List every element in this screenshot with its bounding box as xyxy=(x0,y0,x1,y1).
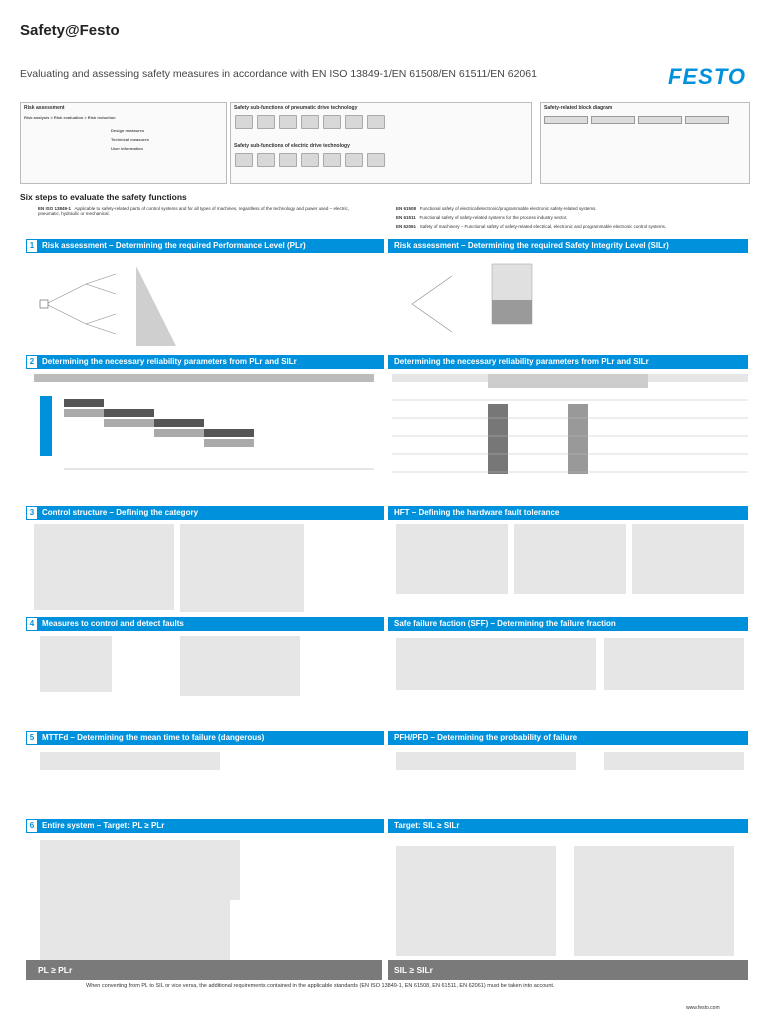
section-4-left-bar xyxy=(26,617,384,631)
en62061-label: EN 62061 xyxy=(396,224,417,229)
diagnostic-coverage-box xyxy=(180,636,300,696)
en62061-intro xyxy=(396,224,746,229)
electric-icons xyxy=(231,151,531,169)
brand-title: Safety@Festo xyxy=(20,22,120,39)
high-demand-sff-box xyxy=(396,638,596,690)
block-diagram-title: Safety-related block diagram xyxy=(544,105,613,111)
section-5-right-bar xyxy=(388,731,748,745)
section-4-num: 4 xyxy=(26,617,38,631)
section-1-right-title: Risk assessment – Determining the required Safety Integrity Level (SILr) xyxy=(394,241,669,250)
pneumatic-icons xyxy=(231,113,531,131)
ccf-measures-table xyxy=(40,636,112,692)
en62061-text: Safety of machinery – Functional safety of safety-related electrical, electronic and programmable electronic control systems. xyxy=(419,224,667,229)
risk-assessment-box xyxy=(20,102,227,184)
sss-icon xyxy=(323,115,341,129)
section-2-num: 2 xyxy=(26,355,38,369)
sto-icon xyxy=(235,115,253,129)
section-5-right-title: PFH/PFD – Determining the probability of failure xyxy=(394,733,578,742)
sil-system-high xyxy=(396,846,556,956)
sbc-icon xyxy=(279,115,297,129)
pneumatic-title: Safety sub-functions of pneumatic drive technology xyxy=(234,105,358,111)
section-6-left-bar xyxy=(26,819,384,833)
risk-flow: Risk analysis > Risk evaluation > Risk reduction xyxy=(24,115,116,120)
section-4-right-title: Safe failure faction (SFF) – Determining the failure fraction xyxy=(394,619,616,628)
en61511-text: Functional safety of safety-related systems for the process industry sector. xyxy=(419,215,568,220)
section-3-right-title: HFT – Defining the hardware fault tolerance xyxy=(394,508,560,517)
category-diagram-right xyxy=(180,524,304,612)
sil-risk-graph xyxy=(392,256,747,352)
section-5-num: 5 xyxy=(26,731,38,745)
sls-icon xyxy=(345,153,363,167)
sil-system-low xyxy=(574,846,734,956)
sdi-icon xyxy=(301,153,319,167)
section-2-left-bar xyxy=(26,355,384,369)
section-2-left-title: Determining the necessary reliability parameters from PLr and SILr xyxy=(42,357,297,366)
festo-logo: FESTO xyxy=(668,64,746,89)
sil-target-bar xyxy=(388,960,748,980)
iso-text: Applicable to safety-related parts of control systems and for all types of machines, regardless of the technology and power used – electric, pneumatic, hydraulic or mechanical. xyxy=(38,206,349,216)
electric-title: Safety sub-functions of electric drive technology xyxy=(234,143,350,149)
sls-icon xyxy=(345,115,363,129)
six-steps-title: Six steps to evaluate the safety functions xyxy=(20,192,187,202)
pl-risk-graph xyxy=(26,256,386,352)
en61511-label: EN 61511 xyxy=(396,215,416,220)
slt-icon xyxy=(367,153,385,167)
en61511-intro xyxy=(396,215,746,220)
section-6-num: 6 xyxy=(26,819,38,833)
block-diagram-box xyxy=(540,102,750,184)
pfh-chain-high xyxy=(396,752,576,770)
section-5-left-bar xyxy=(26,731,384,745)
pl-reliability-matrix xyxy=(34,374,374,498)
measure-user-info: User information xyxy=(111,146,144,151)
section-4-left-title: Measures to control and detect faults xyxy=(42,619,184,628)
pl-target-bar xyxy=(26,960,382,980)
section-3-left-title: Control structure – Defining the category xyxy=(42,508,199,517)
sil-reliability-table xyxy=(392,374,748,498)
hft-panel-2 xyxy=(632,524,744,594)
risk-box-title: Risk assessment xyxy=(24,105,65,111)
slt-icon xyxy=(367,115,385,129)
section-5-left-title: MTTFd – Determining the mean time to failure (dangerous) xyxy=(42,733,265,742)
low-demand-sff-box xyxy=(604,638,744,690)
block-diagram-row xyxy=(541,113,749,127)
en61508-text: Functional safety of electrical/electronic/programmable electronic safety-related systems. xyxy=(419,206,597,211)
en61508-label: EN 61508 xyxy=(396,206,417,211)
section-4-right-bar xyxy=(388,617,748,631)
sil-target-text: SIL ≥ SILr xyxy=(394,965,433,975)
pl-target-text: PL ≥ PLr xyxy=(38,965,73,975)
sss-icon xyxy=(323,153,341,167)
ss2-icon xyxy=(279,153,297,167)
measure-design: Design measures xyxy=(111,128,145,133)
section-2-right-title: Determining the necessary reliability parameters from PLr and SILr xyxy=(394,357,649,366)
hft-panel-1 xyxy=(514,524,626,594)
conversion-note: When converting from PL to SIL or vice versa, the additional requirements contained in the applicable standards (EN ISO 13849-1, EN 61508, EN 61511, EN 62061) must be taken into account. xyxy=(86,983,555,989)
measure-technical: Technical measures xyxy=(111,137,149,142)
section-2-right-bar xyxy=(388,355,748,369)
section-1-left-bar xyxy=(26,239,384,253)
system-sensor-diagram xyxy=(40,840,240,900)
sdi-icon xyxy=(301,115,319,129)
pfh-chain-low xyxy=(604,752,744,770)
iso-label: EN ISO 13849-1 xyxy=(38,206,72,211)
section-3-right-bar xyxy=(388,506,748,520)
iso-intro xyxy=(38,206,368,216)
hft-panel-0 xyxy=(396,524,508,594)
mttfd-chain xyxy=(40,752,220,770)
section-3-num: 3 xyxy=(26,506,38,520)
section-6-right-bar xyxy=(388,819,748,833)
sto-icon xyxy=(235,153,253,167)
category-diagram-left xyxy=(34,524,174,610)
section-1-num: 1 xyxy=(26,239,38,253)
festo-website[interactable]: www.festo.com xyxy=(686,1005,720,1011)
section-3-left-bar xyxy=(26,506,384,520)
section-6-right-title: Target: SIL ≥ SILr xyxy=(394,821,460,830)
section-6-left-title: Entire system – Target: PL ≥ PLr xyxy=(42,821,165,830)
page-subtitle: Evaluating and assessing safety measures in accordance with EN ISO 13849-1/EN 61508/EN 61511/EN 62061 xyxy=(20,68,537,80)
ptr-icon xyxy=(257,115,275,129)
section-1-right-bar xyxy=(388,239,748,253)
system-table xyxy=(40,900,230,964)
sub-functions-box xyxy=(230,102,532,184)
ss1-icon xyxy=(257,153,275,167)
section-1-left-title: Risk assessment – Determining the required Performance Level (PLr) xyxy=(42,241,306,250)
en61508-intro xyxy=(396,206,746,211)
